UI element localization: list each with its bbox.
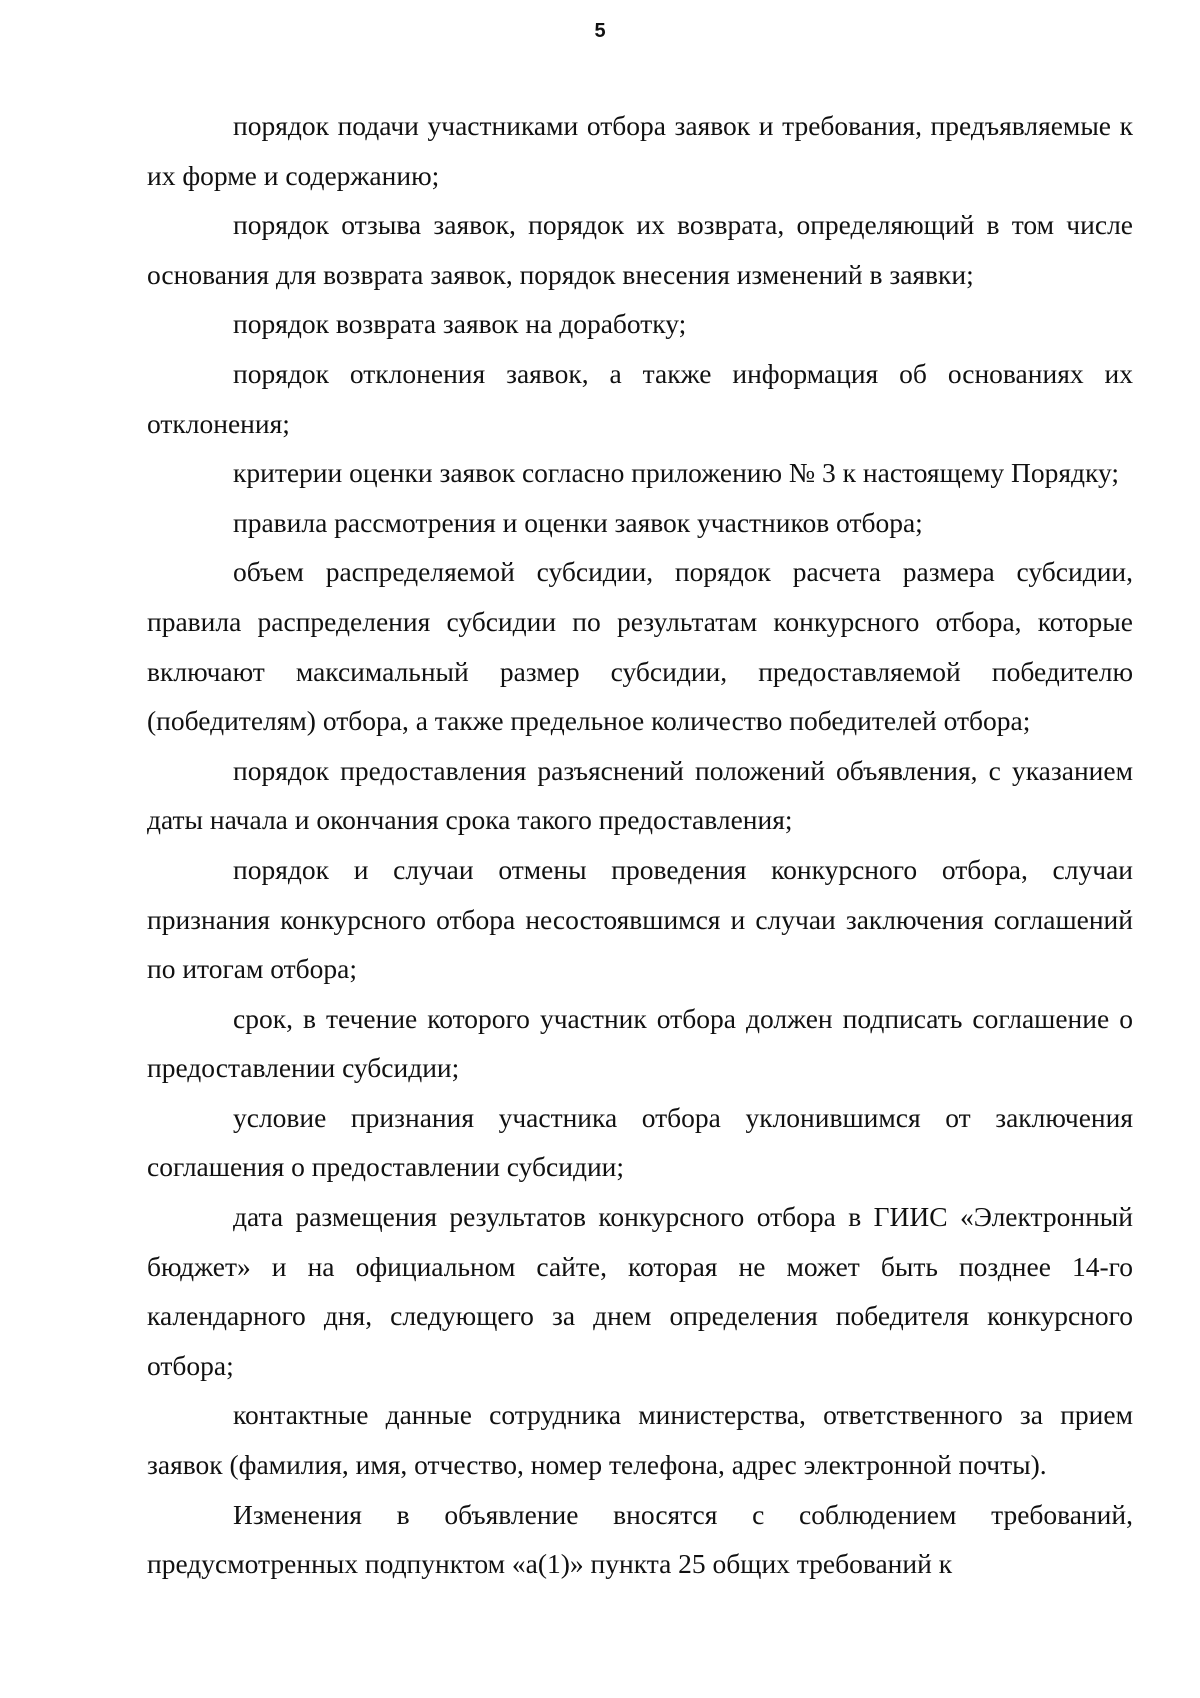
paragraph-amendments: Изменения в объявление вносятся с соблюдением требований, предусмотренных подпунктом «а(1)» пункта 25 общих требований к (147, 1498, 1133, 1580)
paragraph-signing-deadline: срок, в течение которого участник отбора должен подписать соглашение о предоставлении субсидии; (147, 1002, 1133, 1084)
page-number: 5 (594, 20, 606, 42)
paragraph-application-withdrawal: порядок отзыва заявок, порядок их возврата, определяющий в том числе основания для возврата заявок, порядок внесения изменений в заявки; (147, 209, 1133, 290)
paragraph-cancellation: порядок и случаи отмены проведения конкурсного отбора, случаи признания конкурсного отбора несостоявшимся и случаи заключения соглашений по итогам отбора; (147, 853, 1133, 985)
paragraph-evaluation-criteria: критерии оценки заявок согласно приложению № 3 к настоящему Порядку; (233, 457, 1119, 489)
paragraph-clarifications: порядок предоставления разъяснений положений объявления, с указанием даты начала и окончания срока такого предоставления; (147, 754, 1133, 836)
paragraph-subsidy-volume: объем распределяемой субсидии, порядок расчета размера субсидии, правила распределения субсидии по результатам конкурсного отбора, которые включают максимальный размер субсидии, предоставляемой победителю (победителям) отбора, а также предельное количество победителей отбора; (147, 556, 1133, 737)
paragraph-return-for-revision: порядок возврата заявок на доработку; (233, 308, 687, 340)
paragraph-results-publication: дата размещения результатов конкурсного отбора в ГИИС «Электронный бюджет» и на официальном сайте, которая не может быть позднее 14-го календарного дня, следующего за днем определения победителя конкурсного отбора; (147, 1201, 1133, 1381)
paragraph-review-rules: правила рассмотрения и оценки заявок участников отбора; (233, 506, 923, 538)
paragraph-evasion-condition: условие признания участника отбора уклонившимся от заключения соглашения о предоставлении субсидии; (147, 1101, 1133, 1183)
paragraph-contact-details: контактные данные сотрудника министерства, ответственного за прием заявок (фамилия, имя, отчество, номер телефона, адрес электронной почты). (147, 1399, 1133, 1481)
document-body (147, 101, 1133, 1589)
paragraph-rejection: порядок отклонения заявок, а также информация об основаниях их отклонения; (147, 357, 1133, 439)
paragraph-application-submission: порядок подачи участниками отбора заявок и требования, предъявляемые к их форме и содержанию; (147, 110, 1133, 191)
